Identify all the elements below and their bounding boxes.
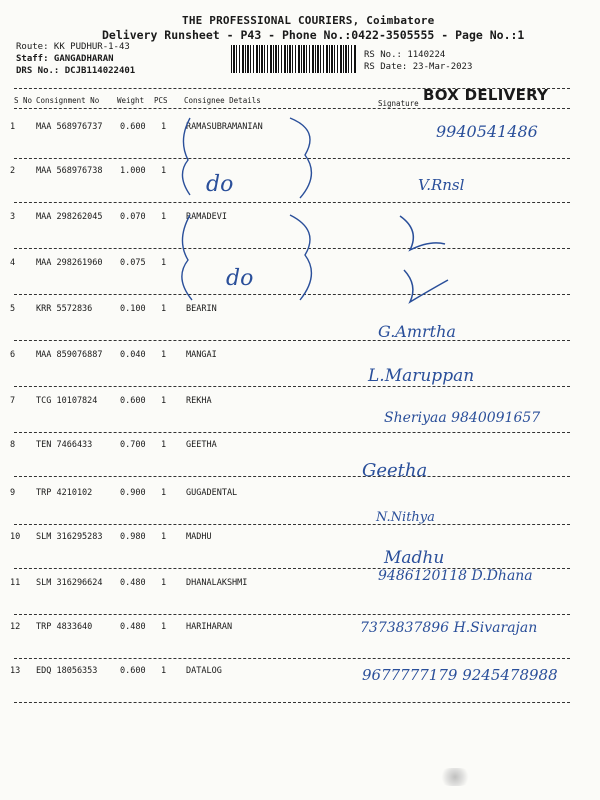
row-divider: [14, 340, 570, 341]
cell-weight: 0.480: [120, 578, 146, 588]
signature-row-7: Sheriyaa 9840091657: [384, 410, 541, 426]
divider: [14, 108, 570, 109]
cell-consignee: BEARIN: [186, 304, 217, 314]
col-consignment: Consignment No: [36, 96, 100, 105]
cell-sno: 12: [10, 622, 21, 632]
cell-consignee: GUGADENTAL: [186, 488, 238, 498]
cell-sno: 9: [10, 488, 16, 498]
col-consignee: Consignee Details: [184, 96, 261, 105]
cell-sno: 8: [10, 440, 16, 450]
cell-consignee: DHANALAKSHMI: [186, 578, 248, 588]
cell-pcs: 1: [161, 488, 167, 498]
row-divider: [14, 524, 570, 525]
col-weight: Weight: [117, 96, 145, 105]
signature-row-8: Geetha: [362, 460, 428, 481]
cell-weight: 0.040: [120, 350, 146, 360]
signature-row-11: 9486120118 D.Dhana: [378, 568, 533, 584]
cell-consignee: RAMASUBRAMANIAN: [186, 122, 263, 132]
runsheet-subtitle: Delivery Runsheet - P43 - Phone No.:0422-3505555 - Page No.:1: [102, 28, 525, 42]
rs-date: RS Date: 23-Mar-2023: [364, 62, 473, 72]
cell-sno: 2: [10, 166, 16, 176]
cell-consignment: TCG 10107824: [36, 396, 98, 406]
cell-pcs: 1: [161, 396, 167, 406]
cell-pcs: 1: [161, 122, 167, 132]
cell-sno: 11: [10, 578, 21, 588]
cell-sno: 6: [10, 350, 16, 360]
cell-consignee: RAMADEVI: [186, 212, 227, 222]
col-sno: S No: [14, 96, 33, 105]
cell-sno: 7: [10, 396, 16, 406]
row-divider: [14, 386, 570, 387]
cell-weight: 0.075: [120, 258, 146, 268]
cell-weight: 0.480: [120, 622, 146, 632]
signature-row-1: 9940541486: [436, 122, 538, 141]
cell-consignment: TRP 4210102: [36, 488, 93, 498]
cell-consignee: DATALOG: [186, 666, 222, 676]
cell-sno: 4: [10, 258, 16, 268]
row-divider: [14, 476, 570, 477]
cell-weight: 0.600: [120, 396, 146, 406]
cell-pcs: 1: [161, 578, 167, 588]
rs-number: RS No.: 1140224: [364, 50, 446, 60]
cell-pcs: 1: [161, 532, 167, 542]
box-delivery-stamp: BOX DELIVERY: [423, 86, 549, 104]
cell-consignment: SLM 316295283: [36, 532, 103, 542]
cell-pcs: 1: [161, 258, 167, 268]
cell-consignee: GEETHA: [186, 440, 217, 450]
cell-pcs: 1: [161, 622, 167, 632]
cell-consignment: SLM 316296624: [36, 578, 103, 588]
cell-consignee: REKHA: [186, 396, 212, 406]
cell-weight: 1.000: [120, 166, 146, 176]
cell-weight: 0.700: [120, 440, 146, 450]
cell-consignment: KRR 5572836: [36, 304, 93, 314]
signature-row-13: 9677777179 9245478988: [362, 666, 558, 684]
cell-consignment: EDQ 18056353: [36, 666, 98, 676]
cell-weight: 0.100: [120, 304, 146, 314]
cell-weight: 0.600: [120, 666, 146, 676]
cell-sno: 10: [10, 532, 21, 542]
cell-consignment: MAA 298261960: [36, 258, 103, 268]
runsheet-title: THE PROFESSIONAL COURIERS, Coimbatore: [182, 14, 435, 27]
row-divider: [14, 702, 570, 703]
cell-consignment: MAA 568976737: [36, 122, 103, 132]
signature-row-12: 7373837896 H.Sivarajan: [360, 620, 538, 636]
staff-label: Staff: GANGADHARAN: [16, 54, 114, 64]
signature-row-2: V.Rnsl: [418, 176, 465, 194]
signature-row-5: G.Amrtha: [378, 322, 456, 341]
cell-pcs: 1: [161, 350, 167, 360]
cell-consignment: MAA 859076887: [36, 350, 103, 360]
cell-sno: 3: [10, 212, 16, 222]
row-divider: [14, 658, 570, 659]
cell-pcs: 1: [161, 440, 167, 450]
cell-consignment: MAA 568976738: [36, 166, 103, 176]
route-label: Route: KK PUDHUR-1-43: [16, 42, 130, 52]
cell-sno: 5: [10, 304, 16, 314]
cell-sno: 1: [10, 122, 16, 132]
cell-sno: 13: [10, 666, 21, 676]
cell-weight: 0.900: [120, 488, 146, 498]
ditto-mark-2: do: [226, 266, 254, 291]
signature-scribble: [390, 210, 460, 310]
cell-consignment: TEN 7466433: [36, 440, 93, 450]
col-signature: Signature: [378, 99, 419, 108]
cell-weight: 0.600: [120, 122, 146, 132]
cell-pcs: 1: [161, 166, 167, 176]
cell-weight: 0.070: [120, 212, 146, 222]
cell-consignee: MANGAI: [186, 350, 217, 360]
cell-weight: 0.980: [120, 532, 146, 542]
cell-consignee: HARIHARAN: [186, 622, 233, 632]
signature-row-10: Madhu: [384, 548, 445, 568]
drs-number: DRS No.: DCJB114022401: [16, 66, 136, 76]
row-divider: [14, 432, 570, 433]
signature-row-6: L.Maruppan: [368, 366, 475, 386]
ditto-mark-1: do: [206, 172, 234, 197]
paper-smudge: [438, 768, 472, 786]
col-pcs: PCS: [154, 96, 168, 105]
cell-pcs: 1: [161, 666, 167, 676]
cell-consignment: TRP 4833640: [36, 622, 93, 632]
row-divider: [14, 614, 570, 615]
cell-consignee: MADHU: [186, 532, 212, 542]
cell-pcs: 1: [161, 304, 167, 314]
cell-pcs: 1: [161, 212, 167, 222]
cell-consignment: MAA 298262045: [36, 212, 103, 222]
signature-row-9: N.Nithya: [376, 510, 435, 525]
barcode: [231, 45, 356, 73]
